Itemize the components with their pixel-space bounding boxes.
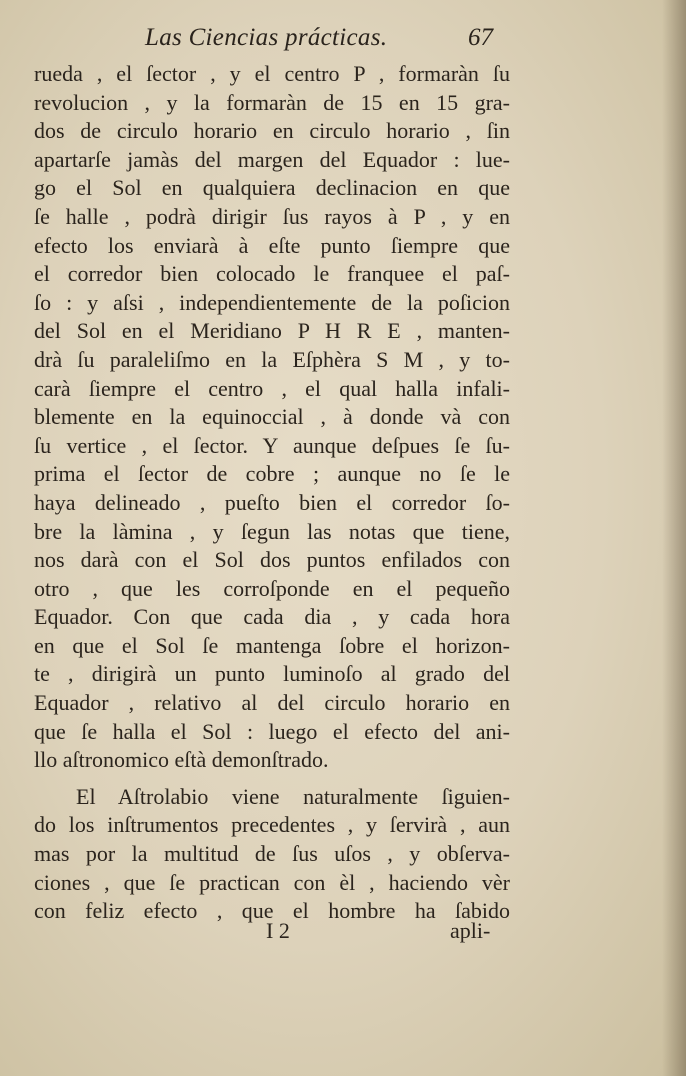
text-line: carà ſiempre el centro , el qual halla infali- (34, 375, 510, 401)
text-line: ſe halle , podrà dirigir ſus rayos à P , y en (34, 203, 510, 229)
text-line: te , dirigirà un punto luminoſo al grado del (34, 661, 510, 687)
running-title: Las Ciencias prácticas. (145, 24, 388, 51)
text-line: ſu vertice , el ſector. Y aunque deſpues ſe ſu- (34, 432, 510, 458)
text-line: con feliz efecto , que el hombre ha ſabido (34, 898, 510, 924)
text-line: do los inſtrumentos precedentes , y ſervirà , aun (34, 812, 510, 838)
body-text (34, 60, 510, 926)
text-line: otro , que les corroſponde en el pequeño (34, 575, 510, 601)
text-line: prima el ſector de cobre ; aunque no ſe le (34, 461, 510, 487)
text-line: haya delineado , pueſto bien el corredor ſo- (34, 489, 510, 515)
page-number: 67 (468, 24, 493, 51)
text-line: bre la làmina , y ſegun las notas que tiene, (34, 518, 510, 544)
paragraph-gap (34, 775, 510, 783)
text-line: apartarſe jamàs del margen del Equador : lue- (34, 146, 510, 172)
text-line: drà ſu paraleliſmo en la Eſphèra S M , y to- (34, 346, 510, 372)
text-line: revolucion , y la formaràn de 15 en 15 gra- (34, 89, 510, 115)
text-line: el corredor bien colocado le franquee el paſ- (34, 261, 510, 287)
paragraph-1 (34, 60, 510, 775)
text-line: llo aſtronomico eſtà demonſtrado. (34, 747, 329, 773)
text-line: ſo : y aſsi , independientemente de la poſicion (34, 289, 510, 315)
text-line: ciones , que ſe practican con èl , haciendo vèr (34, 869, 510, 895)
text-line: go el Sol en qualquiera declinacion en que (34, 175, 510, 201)
text-line: dos de circulo horario en circulo horario , ſin (34, 118, 510, 144)
text-line: rueda , el ſector , y el centro P , formaràn ſu (34, 61, 510, 86)
page-header (0, 24, 686, 60)
text-line: El Aſtrolabio viene naturalmente ſiguien- (76, 783, 510, 809)
paragraph-2 (34, 783, 510, 926)
text-line: nos darà con el Sol dos puntos enfilados con (34, 547, 510, 573)
page-edge-shadow (662, 0, 686, 1076)
text-line: Equador. Con que cada dia , y cada hora (34, 604, 510, 630)
page-footer (0, 918, 686, 950)
text-line: en que el Sol ſe mantenga ſobre el horizon- (34, 632, 510, 658)
catchword: apli- (450, 918, 491, 943)
text-line: mas por la multitud de ſus uſos , y obſerva- (34, 841, 510, 867)
text-line: del Sol en el Meridiano P H R E , manten- (34, 318, 510, 344)
text-line: que ſe halla el Sol : luego el efecto del ani- (34, 718, 510, 744)
text-line: Equador , relativo al del circulo horario en (34, 690, 510, 716)
text-line: efecto los enviarà à eſte punto ſiempre que (34, 232, 510, 258)
text-line: blemente en la equinoccial , à donde và con (34, 404, 510, 430)
signature-mark: I 2 (266, 918, 290, 943)
